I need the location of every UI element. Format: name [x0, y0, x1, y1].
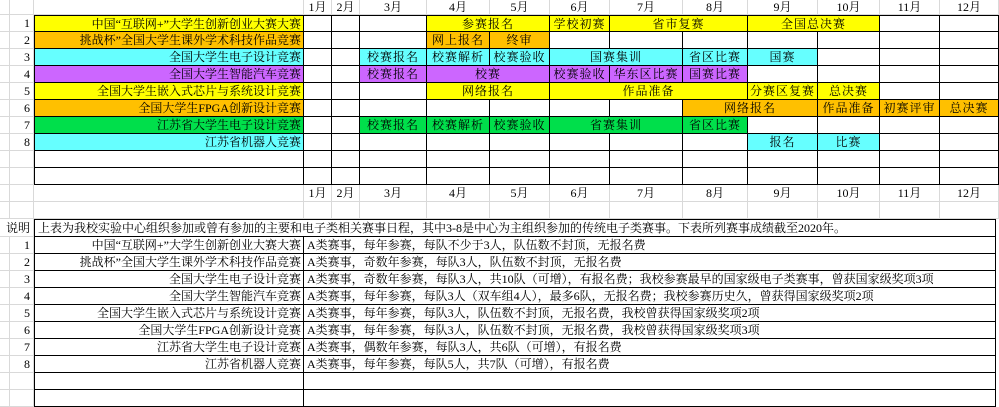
gantt-empty-cell[interactable]: [940, 83, 999, 100]
gantt-empty-cell[interactable]: [818, 66, 880, 83]
grid-cell: [0, 185, 10, 202]
month-header-cell: 12月: [940, 0, 999, 15]
competition-desc-cell[interactable]: A类赛事，奇数年参赛，每队3人，共10队（可增），有报名费；我校参赛最早的国家级电子类赛事，曾获国家级奖项3项: [304, 271, 996, 288]
gantt-empty-cell[interactable]: [304, 49, 332, 66]
month-header-cell: 7月: [610, 185, 683, 202]
competition-name-cell[interactable]: 全国大学生FPGA创新设计竞赛: [34, 100, 304, 117]
empty-bordered-cell[interactable]: [427, 168, 490, 185]
gantt-bar[interactable]: 全国总决赛: [748, 15, 880, 32]
competition-desc-cell[interactable]: A类赛事，每年参赛，每队5人，共7队（可增），有报名费: [304, 356, 996, 373]
gantt-bar[interactable]: 总决赛: [818, 83, 880, 100]
month-header-cell: 8月: [683, 185, 748, 202]
grid-cell: [880, 202, 940, 219]
empty-bordered-cell[interactable]: [360, 168, 427, 185]
gantt-bar[interactable]: 校赛解析: [427, 49, 490, 66]
gantt-empty-cell[interactable]: [940, 66, 999, 83]
gantt-bar[interactable]: 初赛评审: [880, 100, 940, 117]
row-number: 2: [10, 32, 34, 49]
grid-cell: [0, 100, 10, 117]
gantt-empty-cell[interactable]: [880, 49, 940, 66]
row-number: 5: [10, 83, 34, 100]
notes-label: 说明: [0, 219, 34, 237]
grid-cell: [427, 202, 490, 219]
gantt-empty-cell[interactable]: [490, 100, 550, 117]
grid-cell: [0, 237, 10, 254]
grid-cell: [332, 202, 360, 219]
grid-cell: [748, 202, 818, 219]
empty-bordered-cell[interactable]: [427, 151, 490, 168]
grid-cell: [0, 134, 10, 151]
row-number: 8: [10, 134, 34, 151]
grid-cell: [0, 168, 10, 185]
gantt-empty-cell[interactable]: [610, 100, 683, 117]
grid-cell: [34, 0, 304, 15]
month-header-cell: 2月: [332, 0, 360, 15]
grid-cell: [550, 202, 610, 219]
row-number: 4: [10, 288, 34, 305]
month-header-cell: 7月: [610, 0, 683, 15]
gantt-bar[interactable]: 国赛: [748, 49, 818, 66]
month-header-cell: 4月: [427, 185, 490, 202]
empty-bordered-cell[interactable]: [34, 373, 304, 390]
gantt-bar[interactable]: 校赛报名: [360, 117, 427, 134]
gantt-bar[interactable]: 报名: [748, 134, 818, 151]
competition-name-cell[interactable]: 全国大学生嵌入式芯片与系统设计竞赛: [34, 83, 304, 100]
gantt-empty-cell[interactable]: [818, 49, 880, 66]
gantt-empty-cell[interactable]: [880, 83, 940, 100]
grid-cell: [10, 185, 34, 202]
grid-cell: [0, 339, 10, 356]
row-number: 3: [10, 271, 34, 288]
gantt-empty-cell[interactable]: [748, 32, 818, 49]
grid-cell: [34, 185, 304, 202]
gantt-bar[interactable]: 终审: [490, 32, 550, 49]
gantt-bar[interactable]: 总决赛: [940, 100, 999, 117]
gantt-empty-cell[interactable]: [683, 134, 748, 151]
gantt-empty-cell[interactable]: [818, 32, 880, 49]
grid-cell: [818, 202, 880, 219]
gantt-bar[interactable]: 华东区比赛: [610, 66, 683, 83]
grid-cell: [610, 202, 683, 219]
gantt-bar[interactable]: 国赛比赛: [683, 66, 748, 83]
competition-desc-cell[interactable]: A类赛事，奇数年参赛，每队3人，队伍数不封顶，无报名费: [304, 254, 996, 271]
gantt-bar[interactable]: 校赛验收: [490, 49, 550, 66]
gantt-empty-cell[interactable]: [880, 15, 940, 32]
competition-name-cell[interactable]: 中国“互联网+”大学生创新创业大赛大赛: [34, 237, 304, 254]
gantt-empty-cell[interactable]: [304, 83, 332, 100]
competition-desc-cell[interactable]: A类赛事，每年参赛，每队3人（双车组4人），最多6队，无报名费；我校参赛历史久，曾获得国家级奖项2项: [304, 288, 996, 305]
grid-cell: [0, 151, 10, 168]
empty-bordered-cell[interactable]: [490, 151, 550, 168]
gantt-bar[interactable]: 校赛报名: [360, 49, 427, 66]
empty-bordered-cell[interactable]: [610, 168, 683, 185]
row-number: 8: [10, 356, 34, 373]
month-header-cell: 12月: [940, 185, 999, 202]
month-header-cell: 11月: [880, 185, 940, 202]
empty-bordered-cell[interactable]: [880, 151, 940, 168]
gantt-empty-cell[interactable]: [818, 117, 880, 134]
gantt-bar[interactable]: 网络报名: [427, 83, 550, 100]
gantt-empty-cell[interactable]: [332, 15, 360, 32]
month-header-cell: 5月: [490, 185, 550, 202]
grid-cell: [0, 32, 10, 49]
gantt-empty-cell[interactable]: [490, 134, 550, 151]
competition-name-cell[interactable]: 江苏省大学生电子设计竞赛: [34, 117, 304, 134]
gantt-bar[interactable]: 校赛验收: [550, 66, 610, 83]
gantt-empty-cell[interactable]: [940, 15, 999, 32]
empty-bordered-cell[interactable]: [304, 390, 996, 407]
gantt-bar[interactable]: 校赛报名: [360, 66, 427, 83]
row-number: 1: [10, 237, 34, 254]
gantt-bar[interactable]: 网络报名: [683, 100, 818, 117]
row-number: 7: [10, 117, 34, 134]
grid-cell: [0, 390, 10, 407]
grid-cell: [490, 202, 550, 219]
month-header-cell: 3月: [360, 185, 427, 202]
competition-name-cell[interactable]: 挑战杯”全国大学生课外学术科技作品竞赛: [34, 254, 304, 271]
month-header-cell: 11月: [880, 0, 940, 15]
empty-bordered-cell[interactable]: [940, 168, 999, 185]
gantt-empty-cell[interactable]: [748, 66, 818, 83]
month-header-cell: 1月: [304, 185, 332, 202]
gantt-empty-cell[interactable]: [427, 134, 490, 151]
gantt-empty-cell[interactable]: [360, 83, 427, 100]
month-header-cell: 8月: [683, 0, 748, 15]
gantt-empty-cell[interactable]: [304, 32, 332, 49]
month-header-cell: 9月: [748, 0, 818, 15]
month-header-cell: 9月: [748, 185, 818, 202]
grid-cell: [0, 254, 10, 271]
gantt-empty-cell[interactable]: [550, 32, 610, 49]
gantt-empty-cell[interactable]: [427, 100, 490, 117]
empty-bordered-cell[interactable]: [490, 168, 550, 185]
gantt-empty-cell[interactable]: [880, 66, 940, 83]
gantt-empty-cell[interactable]: [940, 49, 999, 66]
gantt-empty-cell[interactable]: [683, 32, 748, 49]
gantt-bar[interactable]: 作品准备: [550, 83, 748, 100]
gantt-empty-cell[interactable]: [332, 134, 360, 151]
gantt-bar[interactable]: 校赛解析: [427, 117, 490, 134]
grid-cell: [0, 0, 10, 15]
empty-bordered-cell[interactable]: [550, 168, 610, 185]
grid-cell: [0, 271, 10, 288]
gantt-bar[interactable]: 省市复赛: [610, 15, 748, 32]
empty-bordered-cell[interactable]: [550, 151, 610, 168]
gantt-empty-cell[interactable]: [748, 117, 818, 134]
empty-bordered-cell[interactable]: [610, 151, 683, 168]
month-header-cell: 3月: [360, 0, 427, 15]
competition-name-cell[interactable]: 江苏省机器人竞赛: [34, 356, 304, 373]
gantt-bar[interactable]: 参赛报名: [427, 15, 550, 32]
grid-cell: [0, 83, 10, 100]
gantt-empty-cell[interactable]: [550, 100, 610, 117]
gantt-empty-cell[interactable]: [360, 15, 427, 32]
gantt-bar[interactable]: 学校初赛: [550, 15, 610, 32]
month-header-cell: 4月: [427, 0, 490, 15]
empty-bordered-cell[interactable]: [34, 151, 304, 168]
empty-bordered-cell[interactable]: [683, 168, 748, 185]
grid-cell: [360, 202, 427, 219]
empty-bordered-cell[interactable]: [683, 151, 748, 168]
month-header-cell: 5月: [490, 0, 550, 15]
gantt-bar[interactable]: 省赛集训: [550, 117, 683, 134]
gantt-empty-cell[interactable]: [304, 100, 332, 117]
gantt-bar[interactable]: 国赛集训: [550, 49, 683, 66]
gantt-bar[interactable]: 网上报名: [427, 32, 490, 49]
gantt-empty-cell[interactable]: [332, 49, 360, 66]
grid-cell: [0, 322, 10, 339]
competition-name-cell[interactable]: 全国大学生电子设计竞赛: [34, 49, 304, 66]
gantt-empty-cell[interactable]: [360, 134, 427, 151]
competition-name-cell[interactable]: 全国大学生智能汽车竞赛: [34, 66, 304, 83]
row-number: 6: [10, 322, 34, 339]
competition-name-cell[interactable]: 全国大学生FPGA创新设计竞赛: [34, 322, 304, 339]
row-number: 1: [10, 15, 34, 32]
month-header-cell: 2月: [332, 185, 360, 202]
gantt-empty-cell[interactable]: [880, 32, 940, 49]
empty-bordered-cell[interactable]: [880, 168, 940, 185]
row-number: 7: [10, 339, 34, 356]
row-number: 2: [10, 254, 34, 271]
gantt-empty-cell[interactable]: [610, 134, 683, 151]
gantt-empty-cell[interactable]: [332, 100, 360, 117]
empty-bordered-cell[interactable]: [34, 168, 304, 185]
competition-desc-cell[interactable]: A类赛事，每年参赛，每队不少于3人，队伍数不封顶，无报名费: [304, 237, 996, 254]
grid-cell: [940, 202, 999, 219]
grid-cell: [683, 202, 748, 219]
competition-desc-cell[interactable]: A类赛事，每年参赛，每队3人，队伍数不封顶，无报名费，我校曾获得国家级奖项2项: [304, 305, 996, 322]
competition-name-cell[interactable]: 全国大学生电子设计竞赛: [34, 271, 304, 288]
empty-bordered-cell[interactable]: [332, 168, 360, 185]
row-number: 5: [10, 305, 34, 322]
month-header-cell: 6月: [550, 0, 610, 15]
gantt-empty-cell[interactable]: [940, 134, 999, 151]
grid-cell: [10, 168, 34, 185]
row-number: 3: [10, 49, 34, 66]
month-header-cell: 1月: [304, 0, 332, 15]
empty-bordered-cell[interactable]: [304, 151, 332, 168]
grid-cell: [0, 373, 10, 390]
empty-bordered-cell[interactable]: [360, 151, 427, 168]
gantt-empty-cell[interactable]: [332, 66, 360, 83]
gantt-empty-cell[interactable]: [360, 100, 427, 117]
grid-cell: [0, 288, 10, 305]
gantt-bar[interactable]: 省区比赛: [683, 49, 748, 66]
empty-bordered-cell[interactable]: [748, 151, 818, 168]
empty-bordered-cell[interactable]: [304, 373, 996, 390]
gantt-bar[interactable]: 分赛区复赛: [748, 83, 818, 100]
grid-cell: [10, 202, 34, 219]
grid-cell: [0, 202, 10, 219]
competition-desc-cell[interactable]: A类赛事，每年参赛，每队3人，队伍数不封顶，无报名费，我校曾获得国家级奖项3项: [304, 322, 996, 339]
grid-cell: [10, 0, 34, 15]
empty-bordered-cell[interactable]: [304, 168, 332, 185]
empty-bordered-cell[interactable]: [818, 168, 880, 185]
competition-name-cell[interactable]: 中国“互联网+”大学生创新创业大赛大赛: [34, 15, 304, 32]
empty-bordered-cell[interactable]: [940, 151, 999, 168]
gantt-empty-cell[interactable]: [360, 32, 427, 49]
competition-name-cell[interactable]: 全国大学生嵌入式芯片与系统设计竞赛: [34, 305, 304, 322]
empty-bordered-cell[interactable]: [818, 151, 880, 168]
month-header-cell: 10月: [818, 185, 880, 202]
notes-text: 上表为我校实验中心组织参加或曾有参加的主要和电子类相关赛事日程，其中3-8是中心为主组织参加的传统电子类赛事。下表所列赛事成绩截至2020年。: [34, 219, 996, 237]
competition-name-cell[interactable]: 全国大学生智能汽车竞赛: [34, 288, 304, 305]
grid-cell: [0, 305, 10, 322]
grid-cell: [10, 390, 34, 407]
gantt-empty-cell[interactable]: [332, 117, 360, 134]
gantt-bar[interactable]: 作品准备: [818, 100, 880, 117]
competition-desc-cell[interactable]: A类赛事，偶数年参赛，每队3人，共6队（可增），有报名费: [304, 339, 996, 356]
grid-cell: [10, 373, 34, 390]
grid-cell: [0, 49, 10, 66]
grid-cell: [0, 117, 10, 134]
empty-bordered-cell[interactable]: [332, 151, 360, 168]
gantt-empty-cell[interactable]: [550, 134, 610, 151]
gantt-empty-cell[interactable]: [304, 134, 332, 151]
gantt-bar[interactable]: 校赛: [427, 66, 550, 83]
grid-cell: [0, 356, 10, 373]
row-number: 6: [10, 100, 34, 117]
month-header-cell: 10月: [818, 0, 880, 15]
competition-name-cell[interactable]: 挑战杯”全国大学生课外学术科技作品竞赛: [34, 32, 304, 49]
gantt-empty-cell[interactable]: [880, 117, 940, 134]
gantt-empty-cell[interactable]: [610, 32, 683, 49]
grid-cell: [34, 202, 304, 219]
grid-cell: [0, 15, 10, 32]
competition-name-cell[interactable]: 江苏省大学生电子设计竞赛: [34, 339, 304, 356]
gantt-empty-cell[interactable]: [940, 117, 999, 134]
competition-name-cell[interactable]: 江苏省机器人竞赛: [34, 134, 304, 151]
row-number: 4: [10, 66, 34, 83]
gantt-empty-cell[interactable]: [880, 134, 940, 151]
month-header-cell: 6月: [550, 185, 610, 202]
gantt-bar[interactable]: 比赛: [818, 134, 880, 151]
empty-bordered-cell[interactable]: [748, 168, 818, 185]
grid-cell: [0, 66, 10, 83]
grid-cell: [10, 151, 34, 168]
gantt-empty-cell[interactable]: [332, 32, 360, 49]
gantt-empty-cell[interactable]: [332, 83, 360, 100]
grid-cell: [304, 202, 332, 219]
empty-bordered-cell[interactable]: [34, 390, 304, 407]
gantt-empty-cell[interactable]: [304, 15, 332, 32]
gantt-bar[interactable]: 省区比赛: [683, 117, 748, 134]
gantt-empty-cell[interactable]: [304, 117, 332, 134]
gantt-bar[interactable]: 校赛验收: [490, 117, 550, 134]
gantt-empty-cell[interactable]: [940, 32, 999, 49]
gantt-empty-cell[interactable]: [304, 66, 332, 83]
